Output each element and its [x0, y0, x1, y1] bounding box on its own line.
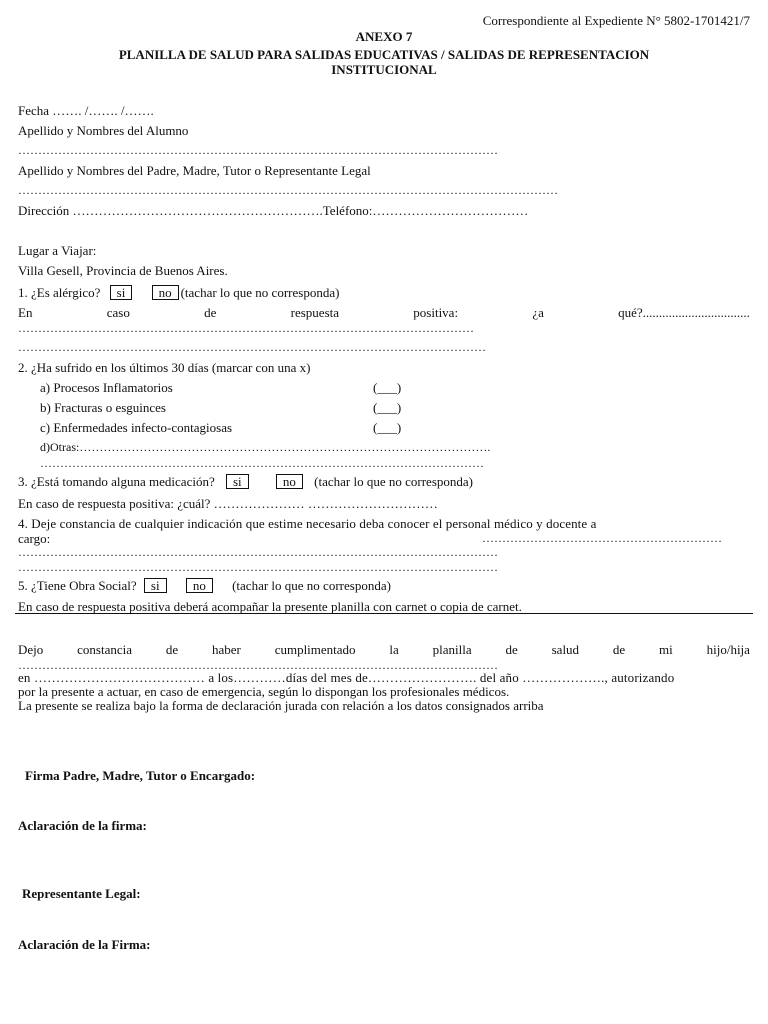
padre-label: Apellido y Nombres del Padre, Madre, Tutor o Representante Legal: [18, 163, 371, 178]
declaration-date-line[interactable]: en ………………………………… a los…………días del mes de……………………. del año ………………., autorizando: [18, 670, 675, 685]
signature-clarification-label-2: Aclaración de la Firma:: [18, 937, 151, 952]
form-title-line1: PLANILLA DE SALUD PARA SALIDAS EDUCATIVAS / SALIDAS DE REPRESENTACION: [118, 47, 650, 62]
q3-note: (tachar lo que no corresponda): [314, 474, 473, 489]
q4-text: 4. Deje constancia de cualquier indicación que estime necesario deba conocer el personal médico y docente a: [18, 516, 597, 531]
q1-word: respuesta: [290, 305, 340, 320]
q1-word: de: [204, 305, 217, 320]
declaration-word: mi: [659, 642, 673, 657]
declaration-sworn: La presente se realiza bajo la forma de declaración jurada con relación a los datos consignados arriba: [18, 698, 544, 713]
expediente-reference: Correspondiente al Expediente N° 5802-1701421/7: [482, 13, 750, 28]
alumno-line[interactable]: …………………………………………………………………………………………………………: [18, 143, 498, 157]
form-title-line2: INSTITUCIONAL: [331, 62, 437, 77]
q1-no-box[interactable]: no: [152, 285, 179, 300]
q2-item-label: a) Procesos Inflamatorios: [40, 380, 173, 395]
declaration-authorize: por la presente a actuar, en caso de emergencia, según lo dispongan los profesionales médicos.: [18, 684, 510, 699]
declaration-child-line[interactable]: …………………………………………………………………………………………………………: [18, 658, 498, 672]
lugar-value: Villa Gesell, Provincia de Buenos Aires.: [18, 263, 228, 278]
q5-row: [18, 578, 391, 593]
declaration-word: haber: [211, 642, 241, 657]
q3-no-box[interactable]: no: [276, 474, 303, 489]
declaration-word: cumplimentado: [274, 642, 356, 657]
telefono-field[interactable]: Teléfono:………………………………: [322, 203, 529, 218]
q1-positive-row: [18, 305, 750, 320]
q2-item-mark[interactable]: (___): [373, 380, 402, 395]
declaration-word: la: [389, 642, 399, 657]
direccion-field[interactable]: [18, 203, 528, 218]
annex-title: ANEXO 7: [355, 29, 413, 44]
q1-word[interactable]: qué?.................................: [618, 305, 750, 320]
q3-row: [18, 474, 473, 489]
q1-word: ¿a: [532, 305, 544, 320]
declaration-word: hijo/hija: [706, 642, 750, 657]
fecha-field[interactable]: Fecha ……. /……. /…….: [18, 103, 154, 118]
alumno-label: Apellido y Nombres del Alumno: [18, 123, 189, 138]
declaration-word: de: [505, 642, 518, 657]
declaration-word: salud: [551, 642, 580, 657]
q4-cargo-line[interactable]: ……………………………………………………: [482, 531, 722, 545]
q4-cargo-label: cargo:: [18, 531, 51, 546]
lugar-label: Lugar a Viajar:: [18, 243, 97, 258]
q1-row: [18, 285, 339, 300]
q1-note: (tachar lo que no corresponda): [180, 285, 340, 300]
signature-parent-label: Firma Padre, Madre, Tutor o Encargado:: [25, 768, 256, 783]
section-divider: [15, 613, 753, 614]
q4-line2[interactable]: …………………………………………………………………………………………………………: [18, 560, 498, 574]
declaration-word: de: [165, 642, 179, 657]
q2-item-mark[interactable]: (___): [373, 420, 402, 435]
q4-line1[interactable]: …………………………………………………………………………………………………………: [18, 545, 498, 559]
q1-si-box[interactable]: si: [110, 285, 133, 300]
q2-label: 2. ¿Ha sufrido en los últimos 30 días (marcar con una x): [18, 360, 311, 375]
q2-item-label: c) Enfermedades infecto-contagiosas: [40, 420, 233, 435]
q3-label: 3. ¿Está tomando alguna medicación?: [18, 474, 215, 489]
q3-cual-field[interactable]: En caso de respuesta positiva: ¿cuál? ………………… …………………………: [18, 496, 438, 511]
q5-note: (tachar lo que no corresponda): [232, 578, 391, 593]
q5-no-box[interactable]: no: [186, 578, 213, 593]
q5-positive-text: En caso de respuesta positiva deberá acompañar la presente planilla con carnet o copia de carnet.: [18, 599, 522, 614]
q2-item-mark[interactable]: (___): [373, 400, 402, 415]
declaration-word: de: [612, 642, 626, 657]
q2-otras-field[interactable]: d)Otras:………………………………………………………………………………………….: [40, 440, 491, 454]
declaration-word: constancia: [77, 642, 132, 657]
padre-line[interactable]: ………………………………………………………………………………………………………………………: [18, 183, 558, 197]
q1-word: positiva:: [413, 305, 459, 320]
q1-line1[interactable]: ……………………………………………………………………………………………………: [18, 321, 474, 335]
q5-si-box[interactable]: si: [144, 578, 167, 593]
q2-otras-line[interactable]: …………………………………………………………………………………………………: [40, 456, 484, 470]
q3-si-box[interactable]: si: [226, 474, 249, 489]
legal-representative-label: Representante Legal:: [22, 886, 141, 901]
q1-word: En: [18, 305, 33, 320]
q2-item-label: b) Fracturas o esguinces: [40, 400, 166, 415]
declaration-word: Dejo: [18, 642, 44, 657]
declaration-row: [18, 642, 750, 657]
q1-label: 1. ¿Es alérgico?: [18, 285, 101, 300]
q1-word: caso: [106, 305, 130, 320]
direccion-label: Dirección ………………………………………………….: [18, 203, 323, 218]
signature-clarification-label: Aclaración de la firma:: [18, 818, 147, 833]
q5-label: 5. ¿Tiene Obra Social?: [18, 578, 137, 593]
declaration-word: planilla: [432, 642, 472, 657]
q1-line2[interactable]: ………………………………………………………………………………………………………: [18, 340, 486, 354]
